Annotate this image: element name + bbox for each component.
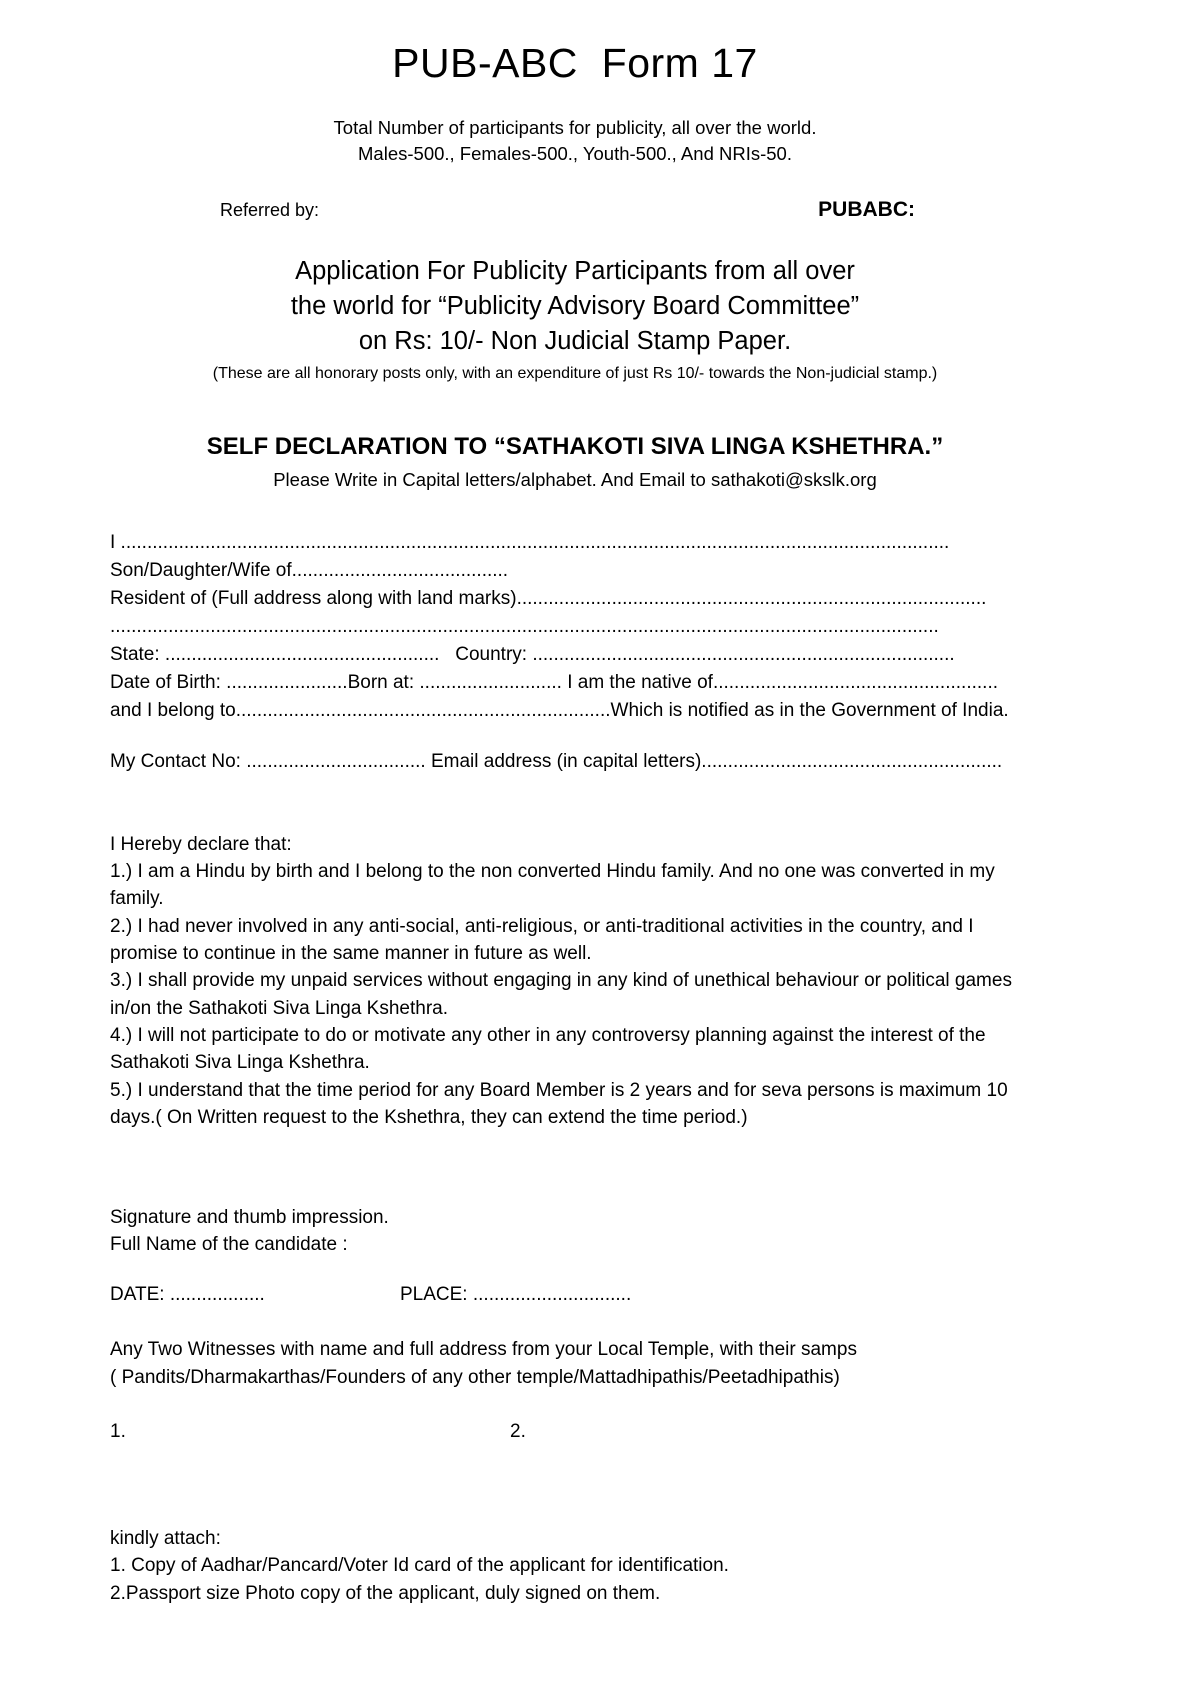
email-instruction: Please Write in Capital letters/alphabet. And Email to sathakoti@skslk.org [273, 469, 877, 491]
full-name-label[interactable]: Full Name of the candidate : [110, 1233, 348, 1255]
honorary-posts-note: (These are all honorary posts only, with an expenditure of just Rs 10/- towards the Non-judicial stamp.) [212, 365, 938, 383]
participants-summary [110, 115, 1040, 168]
field-state-country-line[interactable]: State: .................................................... Country: ................................................................................ [110, 643, 955, 665]
date-field[interactable]: DATE: .................. [110, 1284, 265, 1306]
self-declaration-heading: SELF DECLARATION TO “SATHAKOTI SIVA LINGA KSHETHRA.” [206, 433, 944, 461]
witness-instruction-line-1: Any Two Witnesses with name and full address from your Local Temple, with their samps [110, 1339, 857, 1361]
declaration-item-3: 3.) I shall provide my unpaid services without engaging in any kind of unethical behaviour or political games in/on the Sathakoti Siva Linga Kshethra. [110, 970, 1012, 1019]
applicant-fields [110, 529, 1040, 724]
referred-row [110, 198, 1040, 222]
signature-thumb-label[interactable]: Signature and thumb impression. [110, 1206, 389, 1228]
page-title: PUB-ABC Form 17 [392, 40, 758, 86]
witness-instruction-line-2: ( Pandits/Dharmakarthas/Founders of any other temple/Mattadhipathis/Peetadhipathis) [110, 1366, 840, 1388]
application-title-line-2: the world for “Publicity Advisory Board Committee” [290, 291, 860, 320]
attachment-item-1: 1. Copy of Aadhar/Pancard/Voter Id card of the applicant for identification. [110, 1555, 729, 1577]
field-resident-line[interactable]: Resident of (Full address along with land marks)......................................................................................... [110, 587, 987, 609]
application-title [110, 254, 1040, 360]
field-name-line[interactable]: I ............................................................................................................................................................. [110, 532, 950, 554]
witness-slots-row [110, 1421, 1040, 1443]
witness-instructions [110, 1336, 1040, 1391]
declaration-item-2: 2.) I had never involved in any anti-social, anti-religious, or anti-traditional activities in the country, and I promise to continue in the same manner in future as well. [110, 915, 974, 964]
attachments-section [110, 1525, 1040, 1607]
field-belong-to-line[interactable]: and I belong to.......................................................................Which is notified as in the Government of India. [110, 699, 1009, 721]
pubabc-label: PUBABC: [818, 197, 915, 221]
signature-section [110, 1204, 1040, 1259]
witness-slot-1[interactable]: 1. [110, 1420, 126, 1442]
declarations-intro: I Hereby declare that: [110, 833, 292, 855]
field-dob-born-native-line[interactable]: Date of Birth: .......................Born at: ........................... I am the native of...................................................... [110, 671, 998, 693]
form-content [110, 0, 1040, 1607]
participants-breakdown-line: Males-500., Females-500., Youth-500., And NRIs-50. [358, 143, 792, 165]
referred-by-label: Referred by: [220, 199, 320, 220]
place-field[interactable]: PLACE: .............................. [400, 1284, 632, 1306]
date-place-row [110, 1284, 1040, 1306]
field-parent-line[interactable]: Son/Daughter/Wife of......................................... [110, 560, 509, 582]
declarations-section [110, 831, 1040, 1132]
participants-total-line: Total Number of participants for publicity, all over the world. [333, 117, 817, 138]
application-title-line-1: Application For Publicity Participants from all over [295, 256, 855, 285]
declaration-item-5: 5.) I understand that the time period for any Board Member is 2 years and for seva persons is maximum 10 days.( On Written request to the Kshethra, they can extend the time period.) [110, 1079, 1008, 1129]
attachment-item-2: 2.Passport size Photo copy of the applicant, duly signed on them. [110, 1582, 661, 1604]
field-address-continuation-line[interactable]: ............................................................................................................................................................. [110, 615, 939, 637]
declaration-item-4: 4.) I will not participate to do or motivate any other in any controversy planning against the interest of the Sathakoti Siva Linga Kshethra. [110, 1025, 986, 1074]
field-contact-email-line[interactable]: My Contact No: .................................. Email address (in capital letters)......................................................... [110, 750, 1003, 772]
witness-slot-2[interactable]: 2. [510, 1420, 526, 1442]
application-title-line-3: on Rs: 10/- Non Judicial Stamp Paper. [358, 326, 792, 355]
attachments-heading: kindly attach: [110, 1527, 221, 1549]
declaration-item-1: 1.) I am a Hindu by birth and I belong to the non converted Hindu family. And no one was converted in my family. [110, 860, 995, 910]
